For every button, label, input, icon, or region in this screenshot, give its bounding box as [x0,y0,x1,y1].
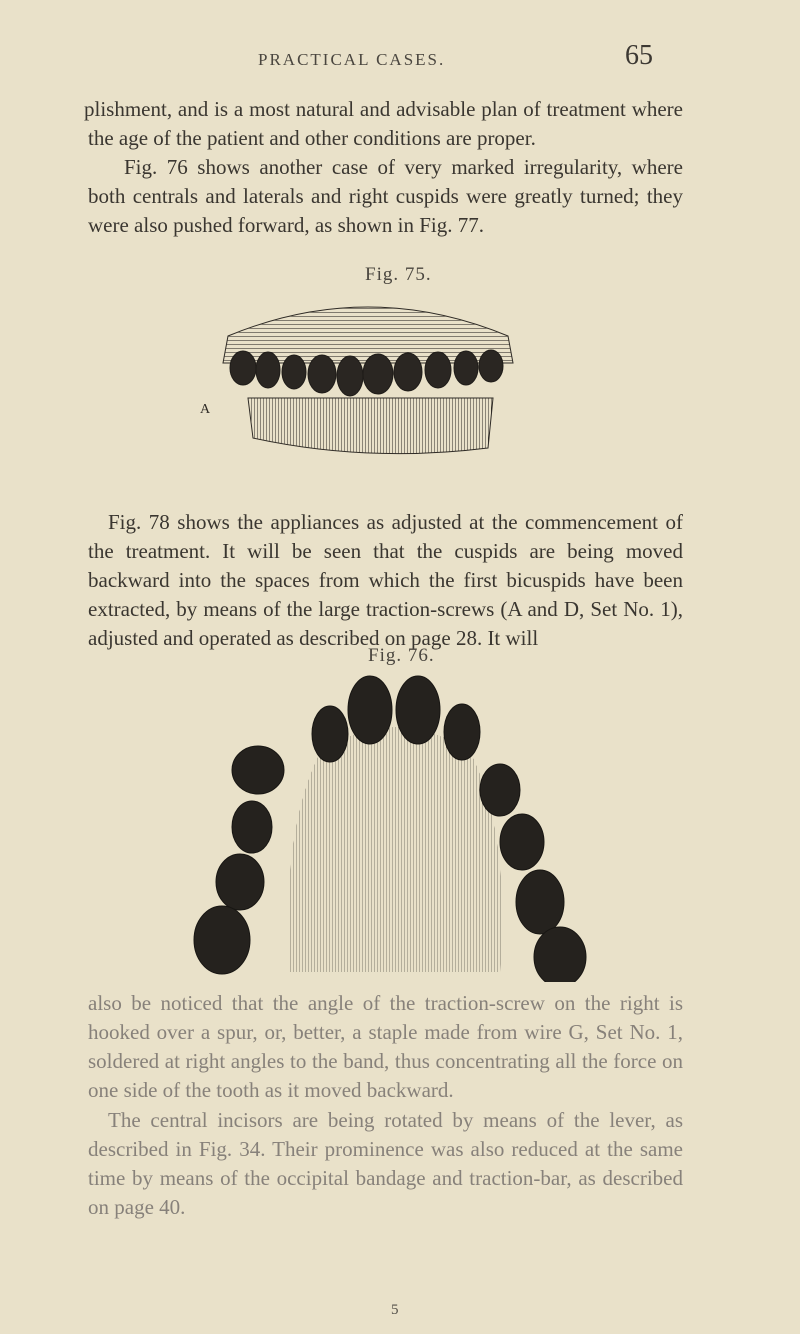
paragraph-4: also be noticed that the angle of the traction-screw on the right is hooked over a spur, or, better, a staple made from wire G, Set No. 1, soldered at right angles to the band, thus concentrating all the force on one side of the tooth as it moved backward. [88,991,683,1102]
lower-gum [248,398,493,454]
figure-75-illustration [188,288,548,458]
tooth [425,352,451,388]
tooth [232,746,284,794]
tooth [194,906,250,974]
tooth [444,704,480,760]
page-number: 65 [625,40,653,71]
figure-76-illustration [170,672,620,982]
tooth [308,355,336,393]
tooth [479,350,503,382]
tooth [480,764,520,816]
figure-75-letter: A [200,402,211,417]
paragraph-1: plishment, and is a most natural and advisable plan of treatment where the age of the patient and other conditions are proper. [84,97,683,150]
tooth [394,353,422,391]
signature-mark: 5 [391,1302,399,1318]
tooth [282,355,306,389]
figure-76-label: Fig. 76. [368,645,435,666]
tooth [232,801,272,853]
paragraph-3: Fig. 78 shows the appliances as adjusted at the commencement of the treatment. It will be seen that the cuspids are being moved backward into the spaces from which the first bicuspids have been extracted, by means of the large traction-screws (A and D, Set No. 1), adjusted and operated as described on page 28. It will [88,510,683,650]
running-head: PRACTICAL CASES. [258,50,446,69]
figure-75-label: Fig. 75. [365,264,432,285]
tooth [516,870,564,934]
tooth [454,351,478,385]
tooth [396,676,440,744]
paragraph-2: Fig. 76 shows another case of very marked irregularity, where both centrals and laterals and right cuspids were greatly turned; they were also pushed forward, as shown in Fig. 77. [88,155,683,237]
tooth [534,927,586,982]
palate [288,727,502,972]
tooth [216,854,264,910]
tooth [337,356,363,396]
tooth [500,814,544,870]
tooth [348,676,392,744]
paragraph-5: The central incisors are being rotated by means of the lever, as described in Fig. 34. Their prominence was also reduced at the same time by means of the occipital bandage and traction-bar, as described on page 40. [88,1108,683,1219]
tooth [363,354,393,394]
tooth [256,352,280,388]
tooth [230,351,256,385]
tooth [312,706,348,762]
